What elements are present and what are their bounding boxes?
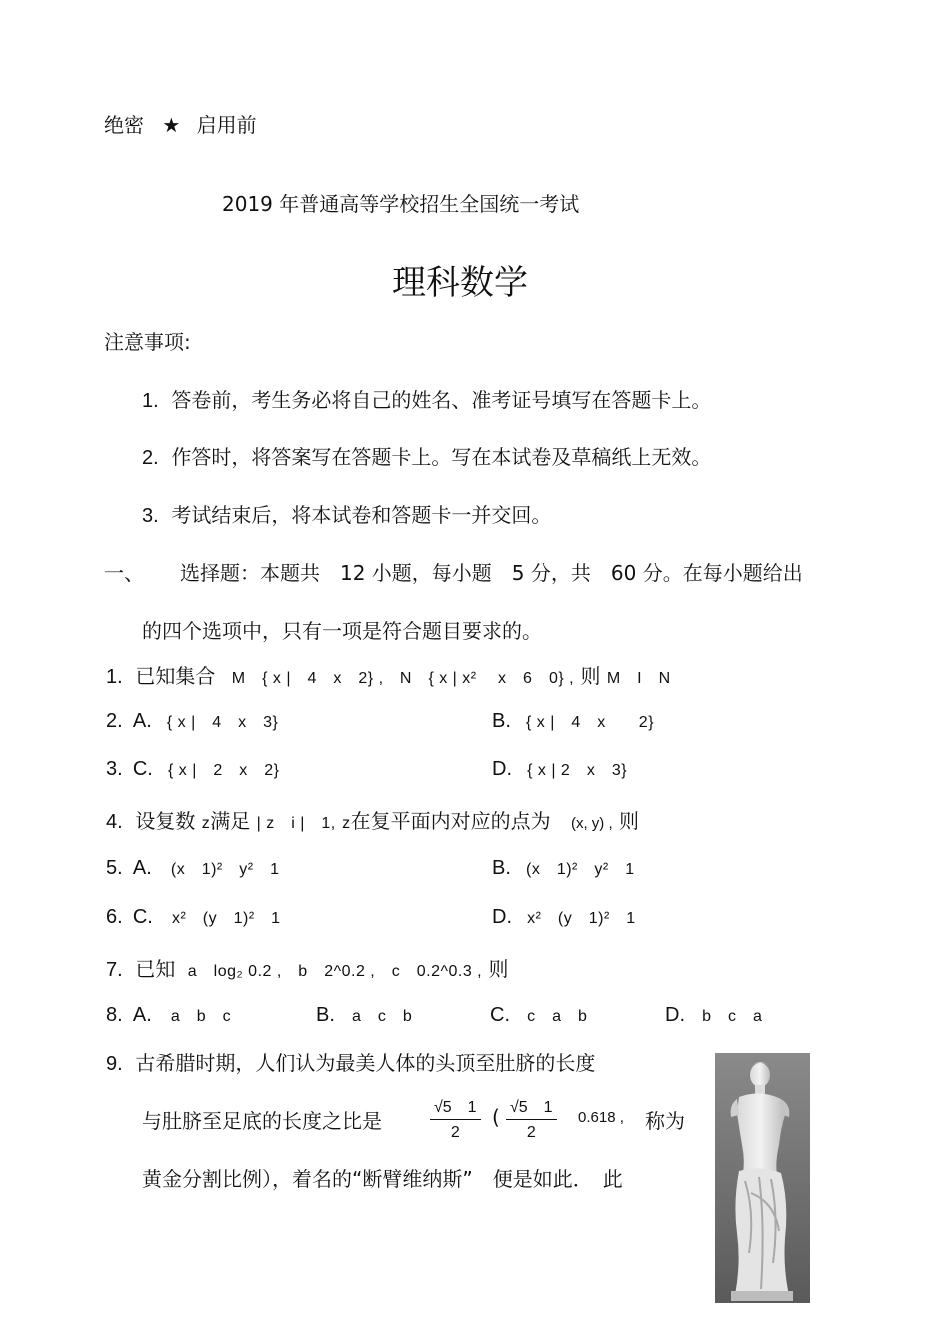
- q9-line2-start: 与肚脐至足底的长度之比是: [142, 1109, 382, 1133]
- section-instructions-line1: 选择题：本题共 12 小题，每小题 5 分，共 60 分。在每小题给出: [180, 561, 803, 585]
- subject-title: 理科数学: [392, 263, 528, 303]
- q9-line2-end: 称为: [645, 1109, 685, 1133]
- line-8-option-d: D. b c a: [665, 1004, 763, 1026]
- line-6-option-d: D. x² (y 1)² 1: [492, 906, 636, 928]
- q9-line3: 黄金分割比例），着名的“断臂维纳斯” 便是如此． 此: [142, 1167, 623, 1191]
- line-3: 3. C. { x | 2 x 2}: [106, 758, 280, 780]
- line-2-option-b: B. { x | 4 x 2}: [492, 710, 655, 732]
- venus-statue-image: [715, 1053, 810, 1303]
- line-8-option-c: C. c a b: [490, 1004, 588, 1026]
- confidential-mark: 绝密 ★ 启用前: [104, 113, 257, 137]
- line-6: 6. C. x² (y 1)² 1: [106, 906, 281, 928]
- line-7: 7. 已知 a log₂ 0.2 , b 2^0.2 , c 0.2^0.3 , 则: [106, 957, 509, 981]
- section-number: 一、: [104, 561, 144, 585]
- paren-open: (: [492, 1105, 500, 1129]
- line-5: 5. A. (x 1)² y² 1: [106, 857, 280, 879]
- line-4: 4. 设复数 z满足 | z i | 1, z在复平面内对应的点为 (x, y) , 则: [106, 809, 639, 833]
- golden-ratio-fraction-2: $\frac{√5 1}{2}$: [506, 1094, 557, 1142]
- line-8-option-b: B. a c b: [316, 1004, 413, 1026]
- section-instructions-line2: 的四个选项中，只有一项是符合题目要求的。: [142, 619, 542, 643]
- notice-item-1: 1. 答卷前，考生务必将自己的姓名、准考证号填写在答题卡上。: [142, 388, 712, 412]
- line-1: 1. 已知集合 M { x | 4 x 2} , N { x | x² x 6 0} , 则 M I N: [106, 664, 671, 688]
- line-9: 9. 古希腊时期，人们认为最美人体的头顶至肚脐的长度: [106, 1051, 596, 1075]
- golden-ratio-fraction: $\frac{√5 1}{2}$: [430, 1094, 481, 1142]
- notice-heading: 注意事项:: [104, 330, 191, 354]
- exam-title: 2019 年普通高等学校招生全国统一考试: [222, 192, 580, 216]
- line-8: 8. A. a b c: [106, 1004, 232, 1026]
- line-5-option-b: B. (x 1)² y² 1: [492, 857, 635, 879]
- line-2: 2. A. { x | 4 x 3}: [106, 710, 279, 732]
- notice-item-3: 3. 考试结束后，将本试卷和答题卡一并交回。: [142, 503, 552, 527]
- line-3-option-d: D. { x | 2 x 3}: [492, 758, 628, 780]
- notice-item-2: 2. 作答时，将答案写在答题卡上。写在本试卷及草稿纸上无效。: [142, 445, 712, 469]
- golden-ratio-value: 0.618 ,: [578, 1109, 624, 1126]
